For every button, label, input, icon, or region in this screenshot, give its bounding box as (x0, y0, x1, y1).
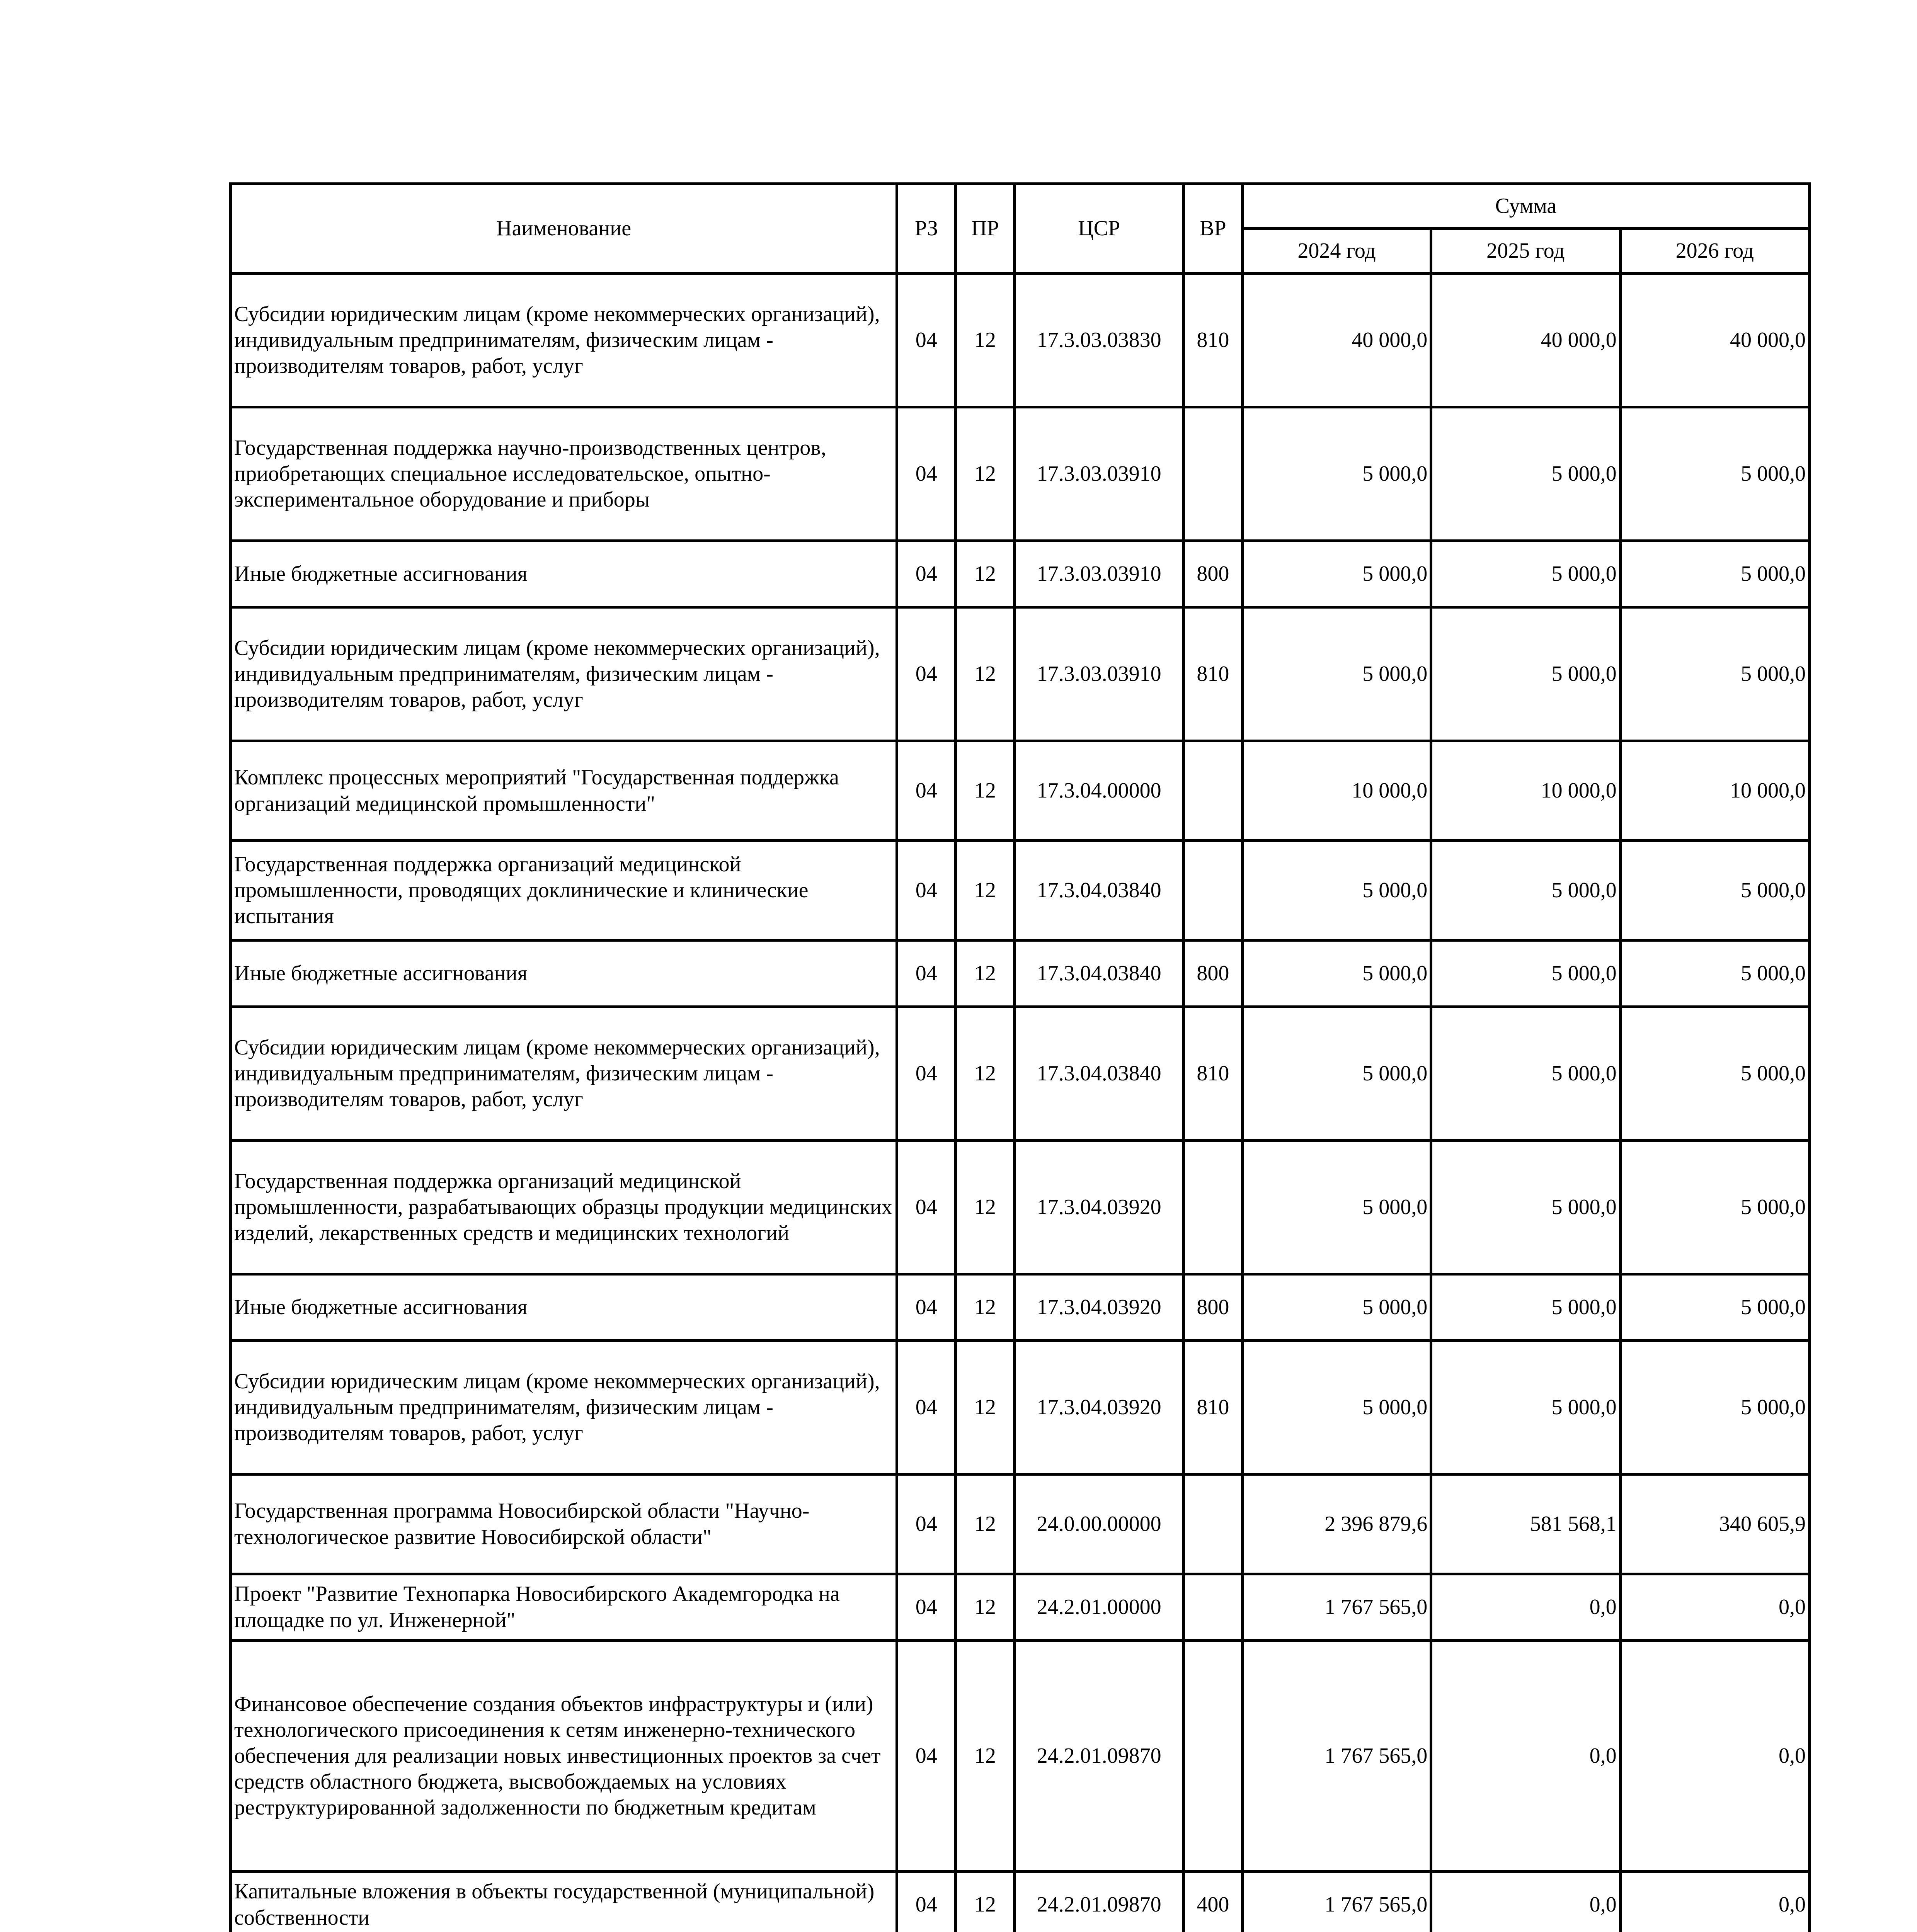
cell-2024: 5 000,0 (1242, 841, 1431, 940)
cell-name: Финансовое обеспечение создания объектов инфраструктуры и (или) технологического присоединения к сетям инженерно-технического обеспечения для реализации новых инвестиционных проектов за счет средств областного бюджета, высвобождаемых на условиях реструктурированной задолженности по бюджетным кредитам (231, 1641, 897, 1872)
cell-2025: 5 000,0 (1431, 1007, 1620, 1141)
col-header-sum: Сумма (1242, 184, 1809, 229)
cell-vr: 400 (1183, 1872, 1242, 1932)
cell-pr: 12 (956, 841, 1015, 940)
cell-pr: 12 (956, 407, 1015, 541)
cell-csr: 17.3.03.03910 (1015, 407, 1183, 541)
cell-2025: 40 000,0 (1431, 274, 1620, 407)
cell-rz: 04 (897, 274, 956, 407)
cell-2026: 5 000,0 (1620, 1007, 1809, 1141)
cell-2025: 5 000,0 (1431, 1274, 1620, 1341)
cell-vr (1183, 1141, 1242, 1274)
cell-vr: 800 (1183, 1274, 1242, 1341)
cell-name: Субсидии юридическим лицам (кроме некоммерческих организаций), индивидуальным предпринимателям, физическим лицам - производителям товаров, работ, услуг (231, 607, 897, 741)
cell-rz: 04 (897, 1872, 956, 1932)
cell-pr: 12 (956, 607, 1015, 741)
cell-2024: 5 000,0 (1242, 1274, 1431, 1341)
cell-2024: 2 396 879,6 (1242, 1475, 1431, 1574)
cell-name: Иные бюджетные ассигнования (231, 940, 897, 1007)
cell-2026: 5 000,0 (1620, 841, 1809, 940)
cell-2026: 40 000,0 (1620, 274, 1809, 407)
cell-name: Государственная поддержка научно-производственных центров, приобретающих специальное исследовательское, опытно-экспериментальное оборудование и приборы (231, 407, 897, 541)
cell-2026: 5 000,0 (1620, 940, 1809, 1007)
header-row-top (231, 184, 1810, 229)
cell-name: Государственная поддержка организаций медицинской промышленности, разрабатывающих образцы продукции медицинских изделий, лекарственных средств и медицинских технологий (231, 1141, 897, 1274)
table-row (231, 607, 1810, 741)
col-header-2025: 2025 год (1431, 229, 1620, 274)
col-header-rz: РЗ (897, 184, 956, 274)
cell-rz: 04 (897, 407, 956, 541)
table-row (231, 940, 1810, 1007)
cell-csr: 24.2.01.09870 (1015, 1641, 1183, 1872)
table-row (231, 541, 1810, 607)
table-header (231, 184, 1810, 274)
cell-2026: 5 000,0 (1620, 407, 1809, 541)
cell-csr: 24.0.00.00000 (1015, 1475, 1183, 1574)
cell-name: Комплекс процессных мероприятий "Государственная поддержка организаций медицинской промышленности" (231, 741, 897, 841)
cell-pr: 12 (956, 1007, 1015, 1141)
cell-vr: 810 (1183, 607, 1242, 741)
cell-rz: 04 (897, 1141, 956, 1274)
table-row (231, 1641, 1810, 1872)
cell-2024: 40 000,0 (1242, 274, 1431, 407)
col-header-pr: ПР (956, 184, 1015, 274)
cell-2025: 0,0 (1431, 1574, 1620, 1641)
cell-csr: 17.3.04.03840 (1015, 841, 1183, 940)
table-row (231, 1274, 1810, 1341)
cell-2024: 5 000,0 (1242, 1007, 1431, 1141)
cell-2025: 5 000,0 (1431, 940, 1620, 1007)
cell-2025: 5 000,0 (1431, 1341, 1620, 1475)
cell-pr: 12 (956, 1274, 1015, 1341)
cell-rz: 04 (897, 1475, 956, 1574)
cell-rz: 04 (897, 1341, 956, 1475)
cell-2025: 581 568,1 (1431, 1475, 1620, 1574)
cell-2025: 5 000,0 (1431, 607, 1620, 741)
cell-rz: 04 (897, 841, 956, 940)
cell-csr: 17.3.04.03840 (1015, 1007, 1183, 1141)
cell-vr (1183, 741, 1242, 841)
cell-rz: 04 (897, 741, 956, 841)
cell-2026: 0,0 (1620, 1641, 1809, 1872)
cell-2026: 5 000,0 (1620, 541, 1809, 607)
cell-csr: 17.3.03.03830 (1015, 274, 1183, 407)
cell-name: Государственная программа Новосибирской области "Научно-технологическое развитие Новосибирской области" (231, 1475, 897, 1574)
cell-2025: 10 000,0 (1431, 741, 1620, 841)
cell-2026: 340 605,9 (1620, 1475, 1809, 1574)
cell-pr: 12 (956, 1141, 1015, 1274)
cell-name: Капитальные вложения в объекты государственной (муниципальной) собственности (231, 1872, 897, 1932)
cell-csr: 17.3.04.03840 (1015, 940, 1183, 1007)
cell-rz: 04 (897, 940, 956, 1007)
table-body (231, 274, 1810, 1932)
cell-csr: 24.2.01.00000 (1015, 1574, 1183, 1641)
cell-2024: 1 767 565,0 (1242, 1872, 1431, 1932)
cell-name: Субсидии юридическим лицам (кроме некоммерческих организаций), индивидуальным предпринимателям, физическим лицам - производителям товаров, работ, услуг (231, 1007, 897, 1141)
cell-vr (1183, 1641, 1242, 1872)
cell-csr: 17.3.04.03920 (1015, 1274, 1183, 1341)
cell-pr: 12 (956, 1475, 1015, 1574)
cell-rz: 04 (897, 541, 956, 607)
budget-table (229, 182, 1811, 1932)
cell-rz: 04 (897, 1007, 956, 1141)
cell-2024: 5 000,0 (1242, 940, 1431, 1007)
cell-vr (1183, 1475, 1242, 1574)
cell-2024: 5 000,0 (1242, 407, 1431, 541)
cell-2026: 5 000,0 (1620, 1141, 1809, 1274)
cell-2024: 5 000,0 (1242, 607, 1431, 741)
cell-pr: 12 (956, 541, 1015, 607)
cell-csr: 17.3.03.03910 (1015, 541, 1183, 607)
cell-2024: 5 000,0 (1242, 1341, 1431, 1475)
table-row (231, 841, 1810, 940)
table-row (231, 1341, 1810, 1475)
table-row (231, 274, 1810, 407)
cell-csr: 24.2.01.09870 (1015, 1872, 1183, 1932)
cell-2024: 10 000,0 (1242, 741, 1431, 841)
table-row (231, 407, 1810, 541)
cell-2024: 5 000,0 (1242, 1141, 1431, 1274)
col-header-vr: ВР (1183, 184, 1242, 274)
cell-vr (1183, 841, 1242, 940)
table-row (231, 1475, 1810, 1574)
cell-2026: 5 000,0 (1620, 1341, 1809, 1475)
cell-2024: 1 767 565,0 (1242, 1574, 1431, 1641)
cell-vr: 800 (1183, 940, 1242, 1007)
cell-2025: 5 000,0 (1431, 407, 1620, 541)
col-header-2026: 2026 год (1620, 229, 1809, 274)
col-header-name: Наименование (231, 184, 897, 274)
cell-name: Иные бюджетные ассигнования (231, 541, 897, 607)
cell-2025: 0,0 (1431, 1641, 1620, 1872)
col-header-csr: ЦСР (1015, 184, 1183, 274)
table-row (231, 741, 1810, 841)
cell-2025: 5 000,0 (1431, 541, 1620, 607)
cell-name: Государственная поддержка организаций медицинской промышленности, проводящих доклинические и клинические испытания (231, 841, 897, 940)
cell-2026: 0,0 (1620, 1872, 1809, 1932)
cell-2026: 5 000,0 (1620, 607, 1809, 741)
cell-vr: 810 (1183, 1341, 1242, 1475)
cell-pr: 12 (956, 274, 1015, 407)
cell-csr: 17.3.04.03920 (1015, 1341, 1183, 1475)
cell-2025: 5 000,0 (1431, 1141, 1620, 1274)
cell-name: Иные бюджетные ассигнования (231, 1274, 897, 1341)
table-row (231, 1141, 1810, 1274)
cell-rz: 04 (897, 1274, 956, 1341)
cell-2025: 0,0 (1431, 1872, 1620, 1932)
cell-vr: 800 (1183, 541, 1242, 607)
table-row (231, 1574, 1810, 1641)
cell-name: Субсидии юридическим лицам (кроме некоммерческих организаций), индивидуальным предпринимателям, физическим лицам - производителям товаров, работ, услуг (231, 274, 897, 407)
cell-vr (1183, 407, 1242, 541)
cell-name: Проект "Развитие Технопарка Новосибирского Академгородка на площадке по ул. Инженерной" (231, 1574, 897, 1641)
cell-rz: 04 (897, 607, 956, 741)
cell-vr (1183, 1574, 1242, 1641)
cell-pr: 12 (956, 741, 1015, 841)
cell-2026: 0,0 (1620, 1574, 1809, 1641)
cell-vr: 810 (1183, 274, 1242, 407)
cell-pr: 12 (956, 1872, 1015, 1932)
table-row (231, 1007, 1810, 1141)
cell-2026: 10 000,0 (1620, 741, 1809, 841)
cell-vr: 810 (1183, 1007, 1242, 1141)
cell-pr: 12 (956, 1574, 1015, 1641)
cell-name: Субсидии юридическим лицам (кроме некоммерческих организаций), индивидуальным предпринимателям, физическим лицам - производителям товаров, работ, услуг (231, 1341, 897, 1475)
col-header-2024: 2024 год (1242, 229, 1431, 274)
cell-csr: 17.3.04.03920 (1015, 1141, 1183, 1274)
cell-pr: 12 (956, 940, 1015, 1007)
cell-csr: 17.3.03.03910 (1015, 607, 1183, 741)
cell-pr: 12 (956, 1341, 1015, 1475)
cell-rz: 04 (897, 1574, 956, 1641)
cell-2026: 5 000,0 (1620, 1274, 1809, 1341)
cell-2024: 5 000,0 (1242, 541, 1431, 607)
cell-csr: 17.3.04.00000 (1015, 741, 1183, 841)
cell-rz: 04 (897, 1641, 956, 1872)
cell-2025: 5 000,0 (1431, 841, 1620, 940)
table-row (231, 1872, 1810, 1932)
cell-pr: 12 (956, 1641, 1015, 1872)
cell-2024: 1 767 565,0 (1242, 1641, 1431, 1872)
